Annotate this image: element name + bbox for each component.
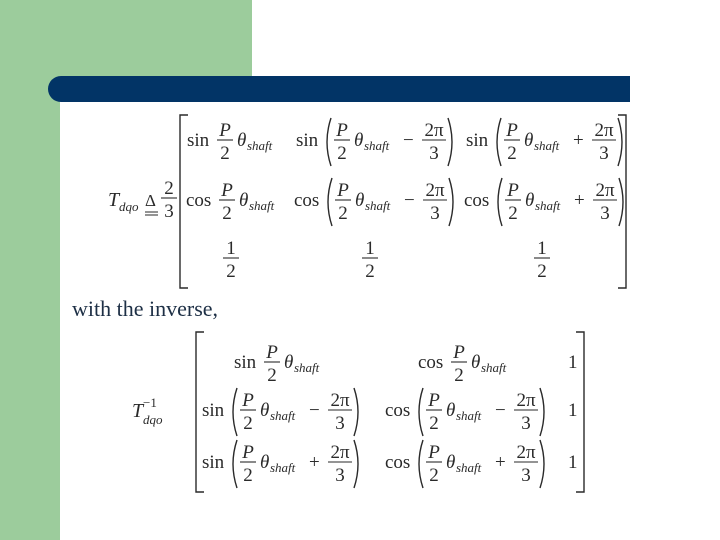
eq2-r2c2-frac2-num: 2π bbox=[516, 390, 536, 411]
eq2-exp: −1 bbox=[143, 395, 157, 410]
eq1-r1c2-theta: θ bbox=[354, 130, 364, 151]
eq2-r1c2-shaft: shaft bbox=[481, 360, 507, 375]
eq1-r1c1-shaft: shaft bbox=[247, 138, 273, 153]
eq1-r2c1-fn: cos bbox=[186, 190, 212, 211]
eq2-r2c1-fn: sin bbox=[202, 400, 225, 421]
eq2-r2c2-fn: cos bbox=[385, 400, 411, 421]
inverse-transform-matrix-equation bbox=[132, 332, 584, 492]
eq2-r2c1-frac2-num: 2π bbox=[330, 390, 350, 411]
eq1-r2c1-frac-num: P bbox=[221, 180, 233, 201]
eq1-r2c2-rparen bbox=[449, 178, 453, 226]
eq2-r3c3: 1 bbox=[568, 452, 578, 473]
eq1-r2c3-rparen bbox=[619, 178, 623, 226]
eq2-r2c2-op: − bbox=[495, 400, 506, 421]
eq1-r2c1-frac-den: 2 bbox=[222, 203, 232, 224]
eq1-r3c2-den: 2 bbox=[365, 261, 375, 282]
eq1-r2c3-frac-num: P bbox=[507, 180, 519, 201]
eq2-r3c2-frac2-num: 2π bbox=[516, 442, 536, 463]
eq1-r1c3-lparen bbox=[497, 118, 501, 166]
eq2-r2c2-lparen bbox=[419, 388, 423, 436]
eq2-r1c2-frac-den: 2 bbox=[454, 365, 464, 386]
eq1-r2c3-lparen bbox=[498, 178, 502, 226]
eq2-r3c1-frac2-den: 3 bbox=[335, 465, 345, 486]
eq1-r1c3-theta: θ bbox=[524, 130, 534, 151]
eq2-r3c1-rparen bbox=[354, 440, 358, 488]
eq1-r2c3-fn: cos bbox=[464, 190, 490, 211]
eq1-r3c1-num: 1 bbox=[226, 238, 236, 259]
eq1-r3c1-den: 2 bbox=[226, 261, 236, 282]
eq2-r2c1-frac2-den: 3 bbox=[335, 413, 345, 434]
eq2-r1c1-frac-den: 2 bbox=[267, 365, 277, 386]
eq1-r1c2-rparen bbox=[448, 118, 452, 166]
eq1-r2c3-theta: θ bbox=[525, 190, 535, 211]
eq2-r3c1-frac2-num: 2π bbox=[330, 442, 350, 463]
eq1-r1c2-frac-den: 2 bbox=[337, 143, 347, 164]
eq1-T: T bbox=[108, 189, 120, 211]
eq1-r1c3-frac2-num: 2π bbox=[594, 120, 614, 141]
eq2-r3c2-lparen bbox=[419, 440, 423, 488]
eq1-r2c2-fn: cos bbox=[294, 190, 320, 211]
eq2-r3c2-frac-num: P bbox=[428, 442, 440, 463]
eq2-r2c2-shaft: shaft bbox=[456, 408, 482, 423]
eq2-r2c1-rparen bbox=[354, 388, 358, 436]
eq2-r2c1-frac-num: P bbox=[242, 390, 254, 411]
eq2-r1c2-theta: θ bbox=[471, 352, 481, 373]
eq1-r2c2-theta: θ bbox=[355, 190, 365, 211]
eq2-r1c2-frac-num: P bbox=[453, 342, 465, 363]
eq2-r3c1-theta: θ bbox=[260, 452, 270, 473]
eq1-r2c2-frac-den: 2 bbox=[338, 203, 348, 224]
eq2-r2c1-shaft: shaft bbox=[270, 408, 296, 423]
eq2-r2c1-frac-den: 2 bbox=[243, 413, 253, 434]
eq1-r2c1-theta: θ bbox=[239, 190, 249, 211]
eq1-r2c2-frac2-num: 2π bbox=[425, 180, 445, 201]
eq2-r3c2-shaft: shaft bbox=[456, 460, 482, 475]
eq1-r1c2-op: − bbox=[403, 130, 414, 151]
eq1-r3c3-den: 2 bbox=[537, 261, 547, 282]
eq1-r2c3-shaft: shaft bbox=[535, 198, 561, 213]
eq2-r3c1-shaft: shaft bbox=[270, 460, 296, 475]
eq1-r3c3-num: 1 bbox=[537, 238, 547, 259]
eq1-r1c1-fn: sin bbox=[187, 130, 210, 151]
eq1-r1c2-frac2-den: 3 bbox=[429, 143, 439, 164]
eq1-r2c3-frac-den: 2 bbox=[508, 203, 518, 224]
eq1-r1c3-fn: sin bbox=[466, 130, 489, 151]
eq2-r2c2-rparen bbox=[540, 388, 544, 436]
eq2-r2c2-frac-den: 2 bbox=[429, 413, 439, 434]
eq1-sub: dqo bbox=[119, 199, 139, 214]
eq1-r1c1-frac-den: 2 bbox=[220, 143, 230, 164]
eq1-r2c1-shaft: shaft bbox=[249, 198, 275, 213]
eq2-r3c2-theta: θ bbox=[446, 452, 456, 473]
eq1-r1c3-shaft: shaft bbox=[534, 138, 560, 153]
eq2-r2c2-frac2-den: 3 bbox=[521, 413, 531, 434]
eq1-r1c2-frac2-num: 2π bbox=[424, 120, 444, 141]
eq1-r1c2-lparen bbox=[327, 118, 331, 166]
eq1-r2c2-op: − bbox=[404, 190, 415, 211]
eq1-r1c3-frac-den: 2 bbox=[507, 143, 517, 164]
eq2-r3c1-fn: sin bbox=[202, 452, 225, 473]
eq1-r1c3-frac-num: P bbox=[506, 120, 518, 141]
eq2-r3c1-frac-num: P bbox=[242, 442, 254, 463]
caption-text: with the inverse, bbox=[72, 296, 219, 321]
eq2-r2c1-lparen bbox=[233, 388, 237, 436]
eq2-r3c2-rparen bbox=[540, 440, 544, 488]
eq1-scale-num: 2 bbox=[164, 178, 174, 199]
eq2-r2c2-frac-num: P bbox=[428, 390, 440, 411]
eq2-r3c2-frac-den: 2 bbox=[429, 465, 439, 486]
eq2-r3c1-op: + bbox=[309, 452, 320, 473]
eq2-r2c2-theta: θ bbox=[446, 400, 456, 421]
eq1-r1c2-frac-num: P bbox=[336, 120, 348, 141]
eq2-r1c2-fn: cos bbox=[418, 352, 444, 373]
eq1-r2c3-frac2-den: 3 bbox=[600, 203, 610, 224]
eq2-r2c1-op: − bbox=[309, 400, 320, 421]
eq1-r3c2-num: 1 bbox=[365, 238, 375, 259]
eq1-r2c2-lparen bbox=[328, 178, 332, 226]
eq1-r2c2-shaft: shaft bbox=[365, 198, 391, 213]
eq1-r2c3-op: + bbox=[574, 190, 585, 211]
eq1-r1c1-theta: θ bbox=[237, 130, 247, 151]
eq2-r3c1-lparen bbox=[233, 440, 237, 488]
eq1-r1c1-frac-num: P bbox=[219, 120, 231, 141]
eq1-r1c3-op: + bbox=[573, 130, 584, 151]
eq1-r1c3-frac2-den: 3 bbox=[599, 143, 609, 164]
eq2-r2c3: 1 bbox=[568, 400, 578, 421]
eq2-r3c2-op: + bbox=[495, 452, 506, 473]
eq1-def: Δ bbox=[145, 191, 156, 210]
eq2-r3c2-fn: cos bbox=[385, 452, 411, 473]
eq2-r1c1-fn: sin bbox=[234, 352, 257, 373]
eq1-r2c2-frac2-den: 3 bbox=[430, 203, 440, 224]
eq2-r3c1-frac-den: 2 bbox=[243, 465, 253, 486]
eq1-r2c2-frac-num: P bbox=[337, 180, 349, 201]
eq1-scale-den: 3 bbox=[164, 201, 174, 222]
eq2-r1c3: 1 bbox=[568, 352, 578, 373]
eq1-r2c3-frac2-num: 2π bbox=[595, 180, 615, 201]
eq2-r1c1-theta: θ bbox=[284, 352, 294, 373]
eq1-r1c2-shaft: shaft bbox=[364, 138, 390, 153]
eq2-T: T bbox=[132, 400, 144, 422]
eq2-r2c1-theta: θ bbox=[260, 400, 270, 421]
eq2-r3c2-frac2-den: 3 bbox=[521, 465, 531, 486]
eq1-r1c3-rparen bbox=[618, 118, 622, 166]
eq1-r1c2-fn: sin bbox=[296, 130, 319, 151]
transform-matrix-equation bbox=[108, 115, 626, 288]
eq2-sub: dqo bbox=[143, 412, 163, 427]
eq2-r1c1-shaft: shaft bbox=[294, 360, 320, 375]
eq2-r1c1-frac-num: P bbox=[266, 342, 278, 363]
